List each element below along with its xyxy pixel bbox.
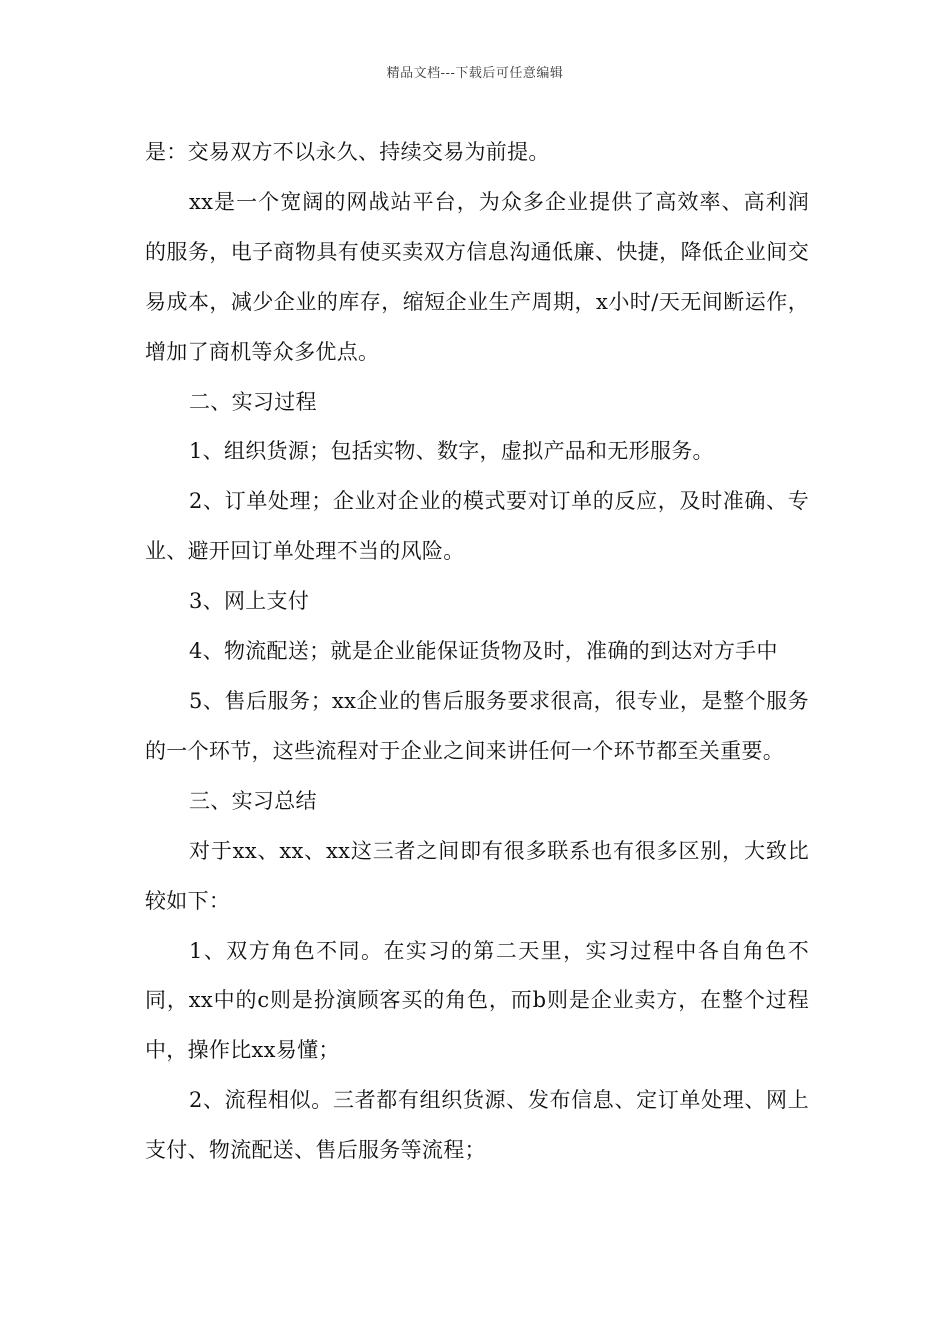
list-item-online-payment: 3、网上支付 bbox=[189, 589, 310, 614]
list-item-roles: 1、双方角色不同。在实习的第二天里，实习过程中各自角色不同，xx中的c则是扮演顾客买的角色，而b则是企业卖方，在整个过程中，操作比xx易懂； bbox=[145, 938, 809, 1063]
list-item-logistics: 4、物流配送；就是企业能保证货物及时，准确的到达对方手中 bbox=[189, 639, 778, 664]
page-header: 精品文档---下载后可任意编辑 bbox=[386, 66, 564, 81]
paragraph-comparison-intro: 对于xx、xx、xx这三者之间即有很多联系也有很多区别，大致比较如下： bbox=[145, 838, 809, 913]
paragraph-platform-intro: xx是一个宽阔的网战站平台，为众多企业提供了高效率、高利润的服务，电子商物具有使买卖双方信息沟通低廉、快捷，降低企业间交易成本，减少企业的库存，缩短企业生产周期，x小时/天无间断运作，增加了商机等众多优点。 bbox=[145, 189, 809, 364]
list-item-after-sales: 5、售后服务；xx企业的售后服务要求很高，很专业，是整个服务的一个环节，这些流程对于企业之间来讲任何一个环节都至关重要。 bbox=[145, 688, 809, 763]
document-body bbox=[145, 128, 809, 1176]
list-item-sourcing: 1、组织货源；包括实物、数字，虚拟产品和无形服务。 bbox=[189, 439, 714, 464]
list-item-process-similarity: 2、流程相似。三者都有组织货源、发布信息、定订单处理、网上支付、物流配送、售后服务等流程； bbox=[145, 1088, 809, 1163]
section-heading-summary: 三、实习总结 bbox=[189, 788, 317, 813]
list-item-order-processing: 2、订单处理；企业对企业的模式要对订单的反应，及时准确、专业、避开回订单处理不当的风险。 bbox=[145, 489, 809, 564]
section-heading-process: 二、实习过程 bbox=[189, 389, 317, 414]
paragraph-continuation: 是：交易双方不以永久、持续交易为前提。 bbox=[145, 140, 550, 164]
